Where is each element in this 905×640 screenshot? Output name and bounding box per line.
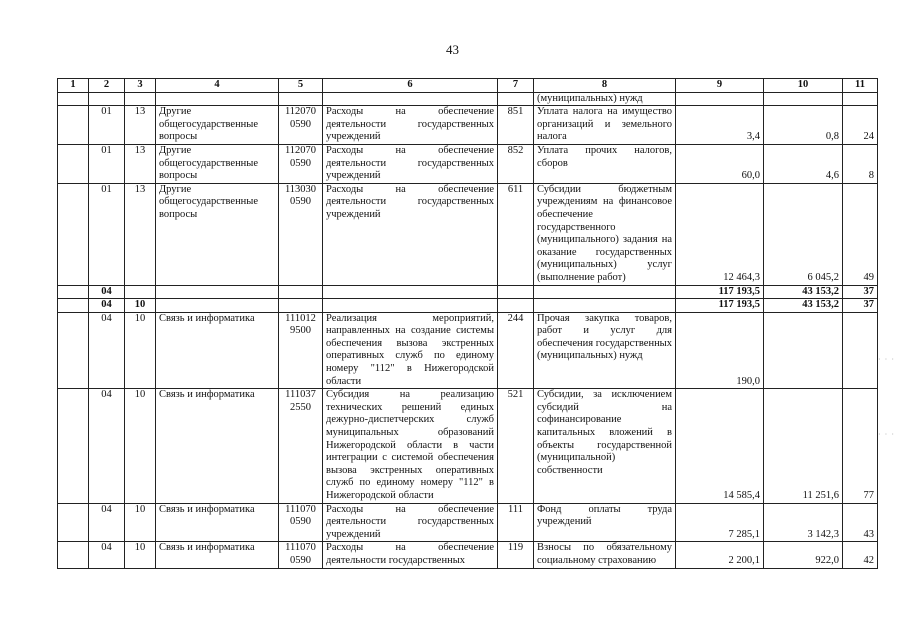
table-row bbox=[58, 144, 878, 183]
target-article: 111070 0590 bbox=[279, 542, 323, 568]
subsection-code: 13 bbox=[125, 183, 156, 285]
section-code: 04 bbox=[89, 299, 125, 313]
expense-type-code: 111 bbox=[498, 503, 534, 542]
expense-type-code: 611 bbox=[498, 183, 534, 285]
article-name: Расходы на обеспечение деятельности государственных bbox=[323, 542, 498, 568]
continuation-text: (муниципальных) нужд bbox=[534, 92, 676, 106]
column-header: 2 bbox=[89, 79, 125, 93]
article-name: Расходы на обеспечение деятельности государственных учреждений bbox=[323, 106, 498, 145]
actual-value bbox=[764, 312, 843, 389]
margin-dots: · · · bbox=[878, 430, 895, 439]
table-row bbox=[58, 542, 878, 568]
subsection-code: 13 bbox=[125, 106, 156, 145]
column-header: 8 bbox=[534, 79, 676, 93]
column-header: 6 bbox=[323, 79, 498, 93]
subsection-name: Связь и информатика bbox=[156, 503, 279, 542]
article-name: Реализация мероприятий, направленных на создание системы обеспечения вызова экстренных оперативных служб по единому номеру "112" в Нижегородской области bbox=[323, 312, 498, 389]
actual-value: 11 251,6 bbox=[764, 389, 843, 503]
percent-value bbox=[843, 312, 878, 389]
percent-value: 8 bbox=[843, 144, 878, 183]
subsection-name: Другие общегосударственные вопросы bbox=[156, 183, 279, 285]
actual-value: 4,6 bbox=[764, 144, 843, 183]
section-code: 04 bbox=[89, 503, 125, 542]
section-code: 04 bbox=[89, 542, 125, 568]
expense-type-name: Уплата прочих налогов, сборов bbox=[534, 144, 676, 183]
percent-value: 49 bbox=[843, 183, 878, 285]
total-row bbox=[58, 299, 878, 313]
table-row bbox=[58, 503, 878, 542]
percent-total: 37 bbox=[843, 299, 878, 313]
table-row bbox=[58, 106, 878, 145]
header-row bbox=[58, 79, 878, 93]
column-header: 3 bbox=[125, 79, 156, 93]
actual-value: 3 142,3 bbox=[764, 503, 843, 542]
percent-value: 42 bbox=[843, 542, 878, 568]
section-code: 01 bbox=[89, 183, 125, 285]
actual-total: 43 153,2 bbox=[764, 285, 843, 299]
target-article: 113030 0590 bbox=[279, 183, 323, 285]
budget-table bbox=[57, 78, 878, 569]
table-row bbox=[58, 389, 878, 503]
percent-value: 43 bbox=[843, 503, 878, 542]
total-row bbox=[58, 285, 878, 299]
table-row bbox=[58, 312, 878, 389]
continuation-row bbox=[58, 92, 878, 106]
expense-type-code: 852 bbox=[498, 144, 534, 183]
article-name: Субсидия на реализацию технических решений единых дежурно-диспетчерских служб муниципальных образований Нижегородской области в части интеграции с системой обеспечения вызова экстренных оперативных служб по единому номеру "112" в Нижегородской области bbox=[323, 389, 498, 503]
column-header: 1 bbox=[58, 79, 89, 93]
subsection-code: 10 bbox=[125, 503, 156, 542]
target-article: 112070 0590 bbox=[279, 106, 323, 145]
section-code: 01 bbox=[89, 106, 125, 145]
article-name: Расходы на обеспечение деятельности государственных учреждений bbox=[323, 144, 498, 183]
expense-type-name: Субсидии бюджетным учреждениям на финансовое обеспечение государственного (муниципального) задания на оказание государственных (муниципальных) услуг (выполнение работ) bbox=[534, 183, 676, 285]
column-header: 10 bbox=[764, 79, 843, 93]
subsection-name: Связь и информатика bbox=[156, 542, 279, 568]
expense-type-name: Прочая закупка товаров, работ и услуг для обеспечения государственных (муниципальных) нужд bbox=[534, 312, 676, 389]
page-number: 43 bbox=[446, 42, 459, 57]
actual-value: 0,8 bbox=[764, 106, 843, 145]
subsection-name: Другие общегосударственные вопросы bbox=[156, 144, 279, 183]
plan-total: 117 193,5 bbox=[676, 285, 764, 299]
subsection-name: Связь и информатика bbox=[156, 312, 279, 389]
section-code: 01 bbox=[89, 144, 125, 183]
subsection-code bbox=[125, 285, 156, 299]
expense-type-code: 851 bbox=[498, 106, 534, 145]
subsection-code: 13 bbox=[125, 144, 156, 183]
plan-value: 12 464,3 bbox=[676, 183, 764, 285]
target-article: 111012 9500 bbox=[279, 312, 323, 389]
section-code: 04 bbox=[89, 389, 125, 503]
plan-value: 60,0 bbox=[676, 144, 764, 183]
plan-value: 14 585,4 bbox=[676, 389, 764, 503]
plan-value: 7 285,1 bbox=[676, 503, 764, 542]
percent-value: 24 bbox=[843, 106, 878, 145]
column-header: 11 bbox=[843, 79, 878, 93]
target-article: 111037 2550 bbox=[279, 389, 323, 503]
subsection-name: Другие общегосударственные вопросы bbox=[156, 106, 279, 145]
subsection-code: 10 bbox=[125, 542, 156, 568]
expense-type-code: 119 bbox=[498, 542, 534, 568]
column-header: 4 bbox=[156, 79, 279, 93]
target-article: 112070 0590 bbox=[279, 144, 323, 183]
actual-value: 922,0 bbox=[764, 542, 843, 568]
plan-value: 2 200,1 bbox=[676, 542, 764, 568]
column-header: 9 bbox=[676, 79, 764, 93]
column-header: 7 bbox=[498, 79, 534, 93]
actual-value: 6 045,2 bbox=[764, 183, 843, 285]
article-name: Расходы на обеспечение деятельности государственных учреждений bbox=[323, 503, 498, 542]
margin-dots: · · · bbox=[878, 355, 895, 364]
percent-value: 77 bbox=[843, 389, 878, 503]
subsection-code: 10 bbox=[125, 312, 156, 389]
subsection-code: 10 bbox=[125, 299, 156, 313]
target-article: 111070 0590 bbox=[279, 503, 323, 542]
expense-type-name: Субсидии, за исключением субсидий на софинансирование капитальных вложений в объекты государственной (муниципальной) собственности bbox=[534, 389, 676, 503]
expense-type-name: Уплата налога на имущество организаций и земельного налога bbox=[534, 106, 676, 145]
section-code: 04 bbox=[89, 312, 125, 389]
expense-type-name: Взносы по обязательному социальному страхованию bbox=[534, 542, 676, 568]
article-name: Расходы на обеспечение деятельности государственных учреждений bbox=[323, 183, 498, 285]
table-row bbox=[58, 183, 878, 285]
actual-total: 43 153,2 bbox=[764, 299, 843, 313]
percent-total: 37 bbox=[843, 285, 878, 299]
subsection-name: Связь и информатика bbox=[156, 389, 279, 503]
plan-value: 190,0 bbox=[676, 312, 764, 389]
section-code: 04 bbox=[89, 285, 125, 299]
plan-value: 3,4 bbox=[676, 106, 764, 145]
expense-type-code: 244 bbox=[498, 312, 534, 389]
expense-type-name: Фонд оплаты труда учреждений bbox=[534, 503, 676, 542]
plan-total: 117 193,5 bbox=[676, 299, 764, 313]
subsection-code: 10 bbox=[125, 389, 156, 503]
expense-type-code: 521 bbox=[498, 389, 534, 503]
column-header: 5 bbox=[279, 79, 323, 93]
